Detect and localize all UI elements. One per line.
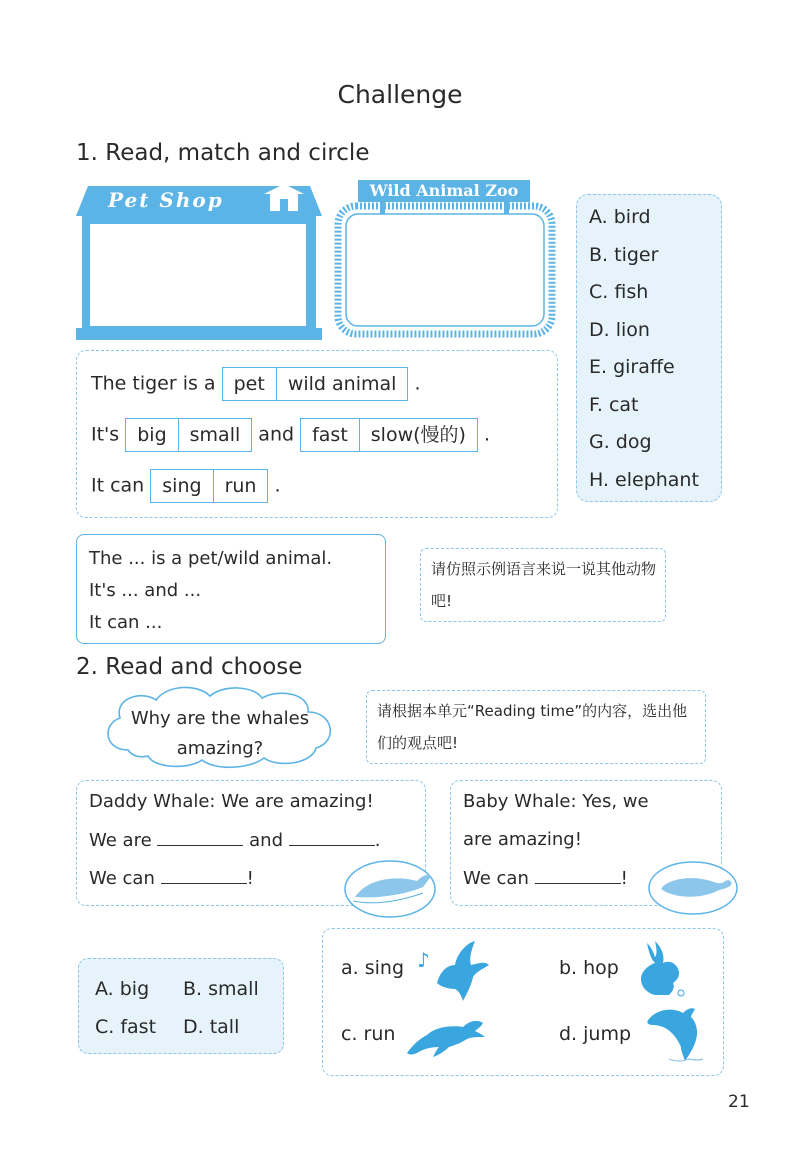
section-2-heading: 2. Read and choose: [76, 654, 303, 680]
page-title: Challenge: [337, 80, 463, 109]
instruction-note-2-text: 请根据本单元“Reading time”的内容，选出他们的观点吧!: [377, 702, 688, 752]
choice-wild-animal[interactable]: wild animal: [276, 368, 408, 400]
animal-option[interactable]: E. giraffe: [589, 356, 675, 378]
dolphin-icon: [639, 1003, 709, 1069]
animal-options-box: [576, 194, 722, 502]
choice-small[interactable]: small: [178, 419, 252, 451]
sentence-3: [91, 469, 281, 503]
cheetah-icon: [405, 1013, 487, 1063]
page-number: 21: [728, 1092, 750, 1112]
answer-blank[interactable]: [289, 829, 375, 846]
answer-blank[interactable]: [161, 867, 247, 884]
daddy-line-2: [89, 829, 380, 851]
choice-group-pet-wild: [222, 367, 409, 401]
choice-group-size: [125, 418, 252, 452]
choice-slow[interactable]: slow(慢的): [359, 419, 477, 451]
sentence-2: [91, 418, 490, 452]
instruction-note-1-text: 请仿照示例语言来说一说其他动物吧!: [431, 560, 657, 610]
section-1-heading: 1. Read, match and circle: [76, 140, 370, 166]
adjective-option[interactable]: D. tall: [183, 1016, 240, 1038]
daddy-line-2-b: and: [249, 830, 283, 851]
baby-line-1: Baby Whale: Yes, we: [463, 791, 649, 812]
house-icon: [264, 184, 304, 212]
zoo-sign: Wild Animal Zoo: [369, 181, 519, 200]
adjective-option[interactable]: A. big: [95, 978, 150, 1000]
baby-line-2: are amazing!: [463, 829, 582, 850]
model-line: It's ... and ...: [89, 580, 202, 601]
whale-icon: [343, 857, 437, 925]
choice-fast[interactable]: fast: [312, 424, 348, 446]
choice-group-speed: [300, 418, 478, 452]
sentence-2-suffix: .: [484, 423, 491, 446]
wild-animal-zoo: [334, 178, 556, 338]
animal-option[interactable]: F. cat: [589, 393, 639, 416]
choice-group-ability: [150, 469, 268, 503]
action-options-box: [322, 928, 724, 1076]
svg-text:♪: ♪: [417, 948, 430, 972]
bird-icon: [415, 939, 491, 1009]
daddy-line-3-a: We can: [89, 868, 155, 889]
sentence-3-prefix: It can: [91, 474, 145, 497]
question-cloud: [98, 684, 344, 770]
daddy-whale-box: [76, 780, 426, 906]
adjective-option[interactable]: B. small: [183, 978, 259, 1000]
adjective-option[interactable]: C. fast: [95, 1016, 157, 1038]
daddy-line-2-a: We are: [89, 830, 152, 851]
daddy-line-1: Daddy Whale: We are amazing!: [89, 791, 374, 812]
animal-option[interactable]: C. fish: [589, 281, 649, 303]
instruction-note-1: [420, 548, 666, 622]
question-text: Why are the whales amazing?: [130, 708, 310, 759]
daddy-line-3-end: !: [246, 868, 254, 889]
pet-shop-sign: Pet Shop: [108, 188, 224, 212]
answer-blank[interactable]: [157, 829, 243, 846]
animal-option[interactable]: A. bird: [589, 206, 651, 228]
sentence-2-prefix: It's: [91, 423, 120, 446]
choice-pet[interactable]: pet: [233, 373, 265, 395]
choice-sing[interactable]: sing: [162, 475, 202, 497]
baby-line-3: [463, 867, 628, 889]
baby-line-3-a: We can: [463, 868, 529, 889]
adjective-options-box: [78, 958, 284, 1054]
action-option[interactable]: d. jump: [559, 1023, 632, 1045]
action-option[interactable]: c. run: [341, 1023, 396, 1045]
animal-option[interactable]: H. elephant: [589, 468, 699, 491]
sentence-3-suffix: .: [274, 474, 281, 497]
animal-option[interactable]: B. tiger: [589, 243, 659, 266]
daddy-line-3: [89, 867, 254, 889]
action-option[interactable]: a. sing: [341, 957, 405, 979]
baby-whale-icon: [647, 859, 739, 921]
animal-option[interactable]: D. lion: [589, 318, 650, 341]
sentence-1-suffix: .: [414, 372, 421, 395]
action-option[interactable]: b. hop: [559, 957, 619, 979]
tiger-sentences-box: [76, 350, 558, 518]
model-line: The ... is a pet/wild animal.: [89, 548, 333, 569]
answer-blank[interactable]: [535, 867, 621, 884]
sentence-2-middle: and: [258, 423, 295, 446]
daddy-line-2-end: .: [374, 830, 381, 851]
baby-whale-box: [450, 780, 722, 906]
model-sentences-box: [76, 534, 386, 644]
choice-big[interactable]: big: [137, 424, 167, 446]
sentence-1-prefix: The tiger is a: [91, 372, 216, 395]
animal-option[interactable]: G. dog: [589, 431, 652, 453]
baby-line-3-end: !: [620, 868, 628, 889]
choice-run[interactable]: run: [213, 470, 268, 502]
sentence-1: [91, 367, 421, 401]
instruction-note-2: [366, 690, 706, 764]
pet-shop-building: [74, 180, 324, 342]
model-line: It can ...: [89, 612, 163, 633]
rabbit-icon: [629, 939, 689, 1005]
